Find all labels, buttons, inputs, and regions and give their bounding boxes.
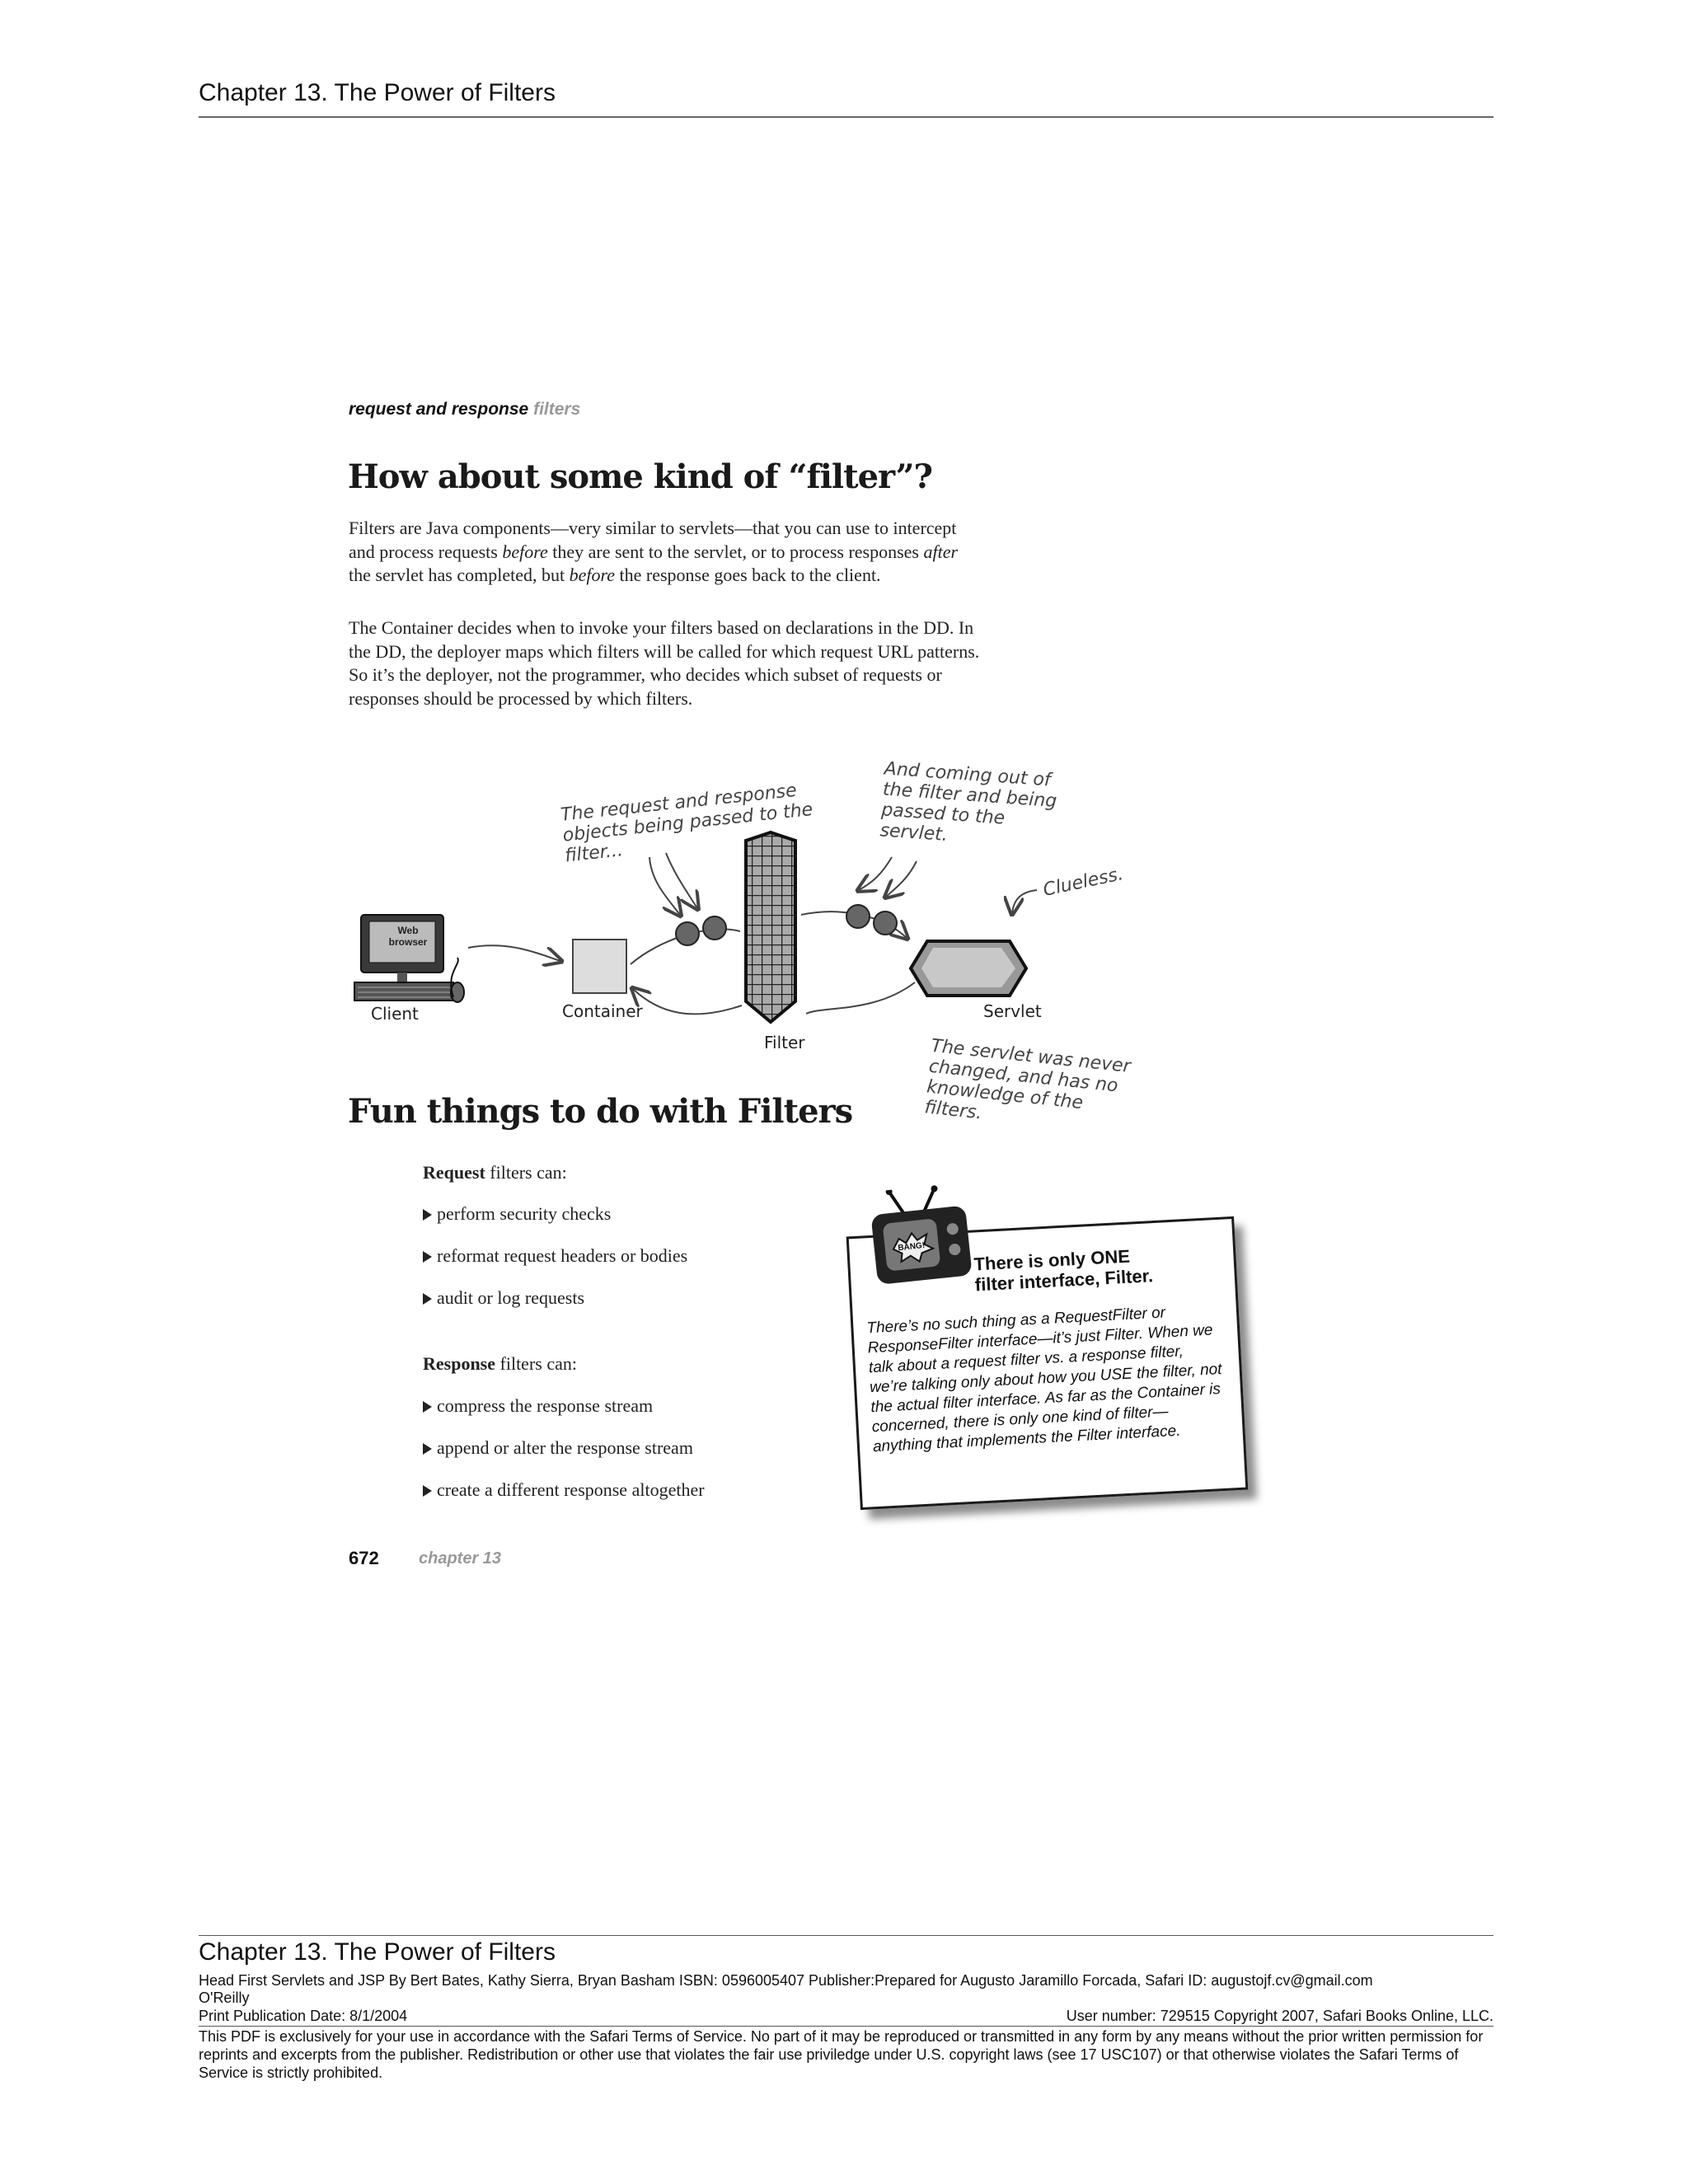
response-bold: Response bbox=[423, 1353, 496, 1374]
list-item-text: compress the response stream bbox=[437, 1395, 654, 1416]
filter-label: Filter bbox=[764, 1033, 805, 1052]
footer-copyright: User number: 729515 Copyright 2007, Safari Books Online, LLC. bbox=[1066, 2008, 1493, 2024]
page-number: 672 bbox=[349, 1548, 379, 1568]
list-item-text: perform security checks bbox=[437, 1203, 612, 1224]
bullet-arrow-icon bbox=[423, 1209, 432, 1221]
list-item bbox=[423, 1287, 584, 1309]
footer-publisher: O'Reilly bbox=[199, 1990, 250, 2006]
container-paragraph-text: The Container decides when to invoke your filters based on declarations in the DD. In the DD, the deployer maps which filters will be called for which request URL patterns. So it’s the deployer, not the programmer, who decides which subset of requests or responses should be processed by which filters. bbox=[349, 617, 980, 709]
request-title-rest: filters can: bbox=[485, 1162, 567, 1183]
filter-icon bbox=[746, 832, 795, 1022]
request-object-icon bbox=[676, 922, 699, 945]
footer-legal-notice: This PDF is exclusively for your use in accordance with the Safari Terms of Service. No part of it may be reproduced or transmitted in any form by any means without the prior written permission for reprints and excerpts from the publisher. Redistribution or other use that violates the fair use priviledge under U.S. copyright laws (see 17 USC107) or that otherwise violates the Safari Terms of Service is strictly prohibited. bbox=[199, 2028, 1484, 2081]
container-box bbox=[573, 940, 626, 993]
servlet-label: Servlet bbox=[983, 1001, 1042, 1021]
bullet-arrow-icon bbox=[423, 1485, 432, 1497]
request-object-icon bbox=[846, 905, 870, 928]
tv-bang-text: BANG! bbox=[897, 1240, 926, 1254]
text-run: Filters are Java components—very similar to servlets—that you can use to intercept and process requests bbox=[349, 518, 957, 562]
bang-note-body: There’s no such thing as a RequestFilter or ResponseFilter interface—it’s just Filter. When we talk about a request filter vs. a response filter, we’re talking only about how you USE the filter, not the actual filter interface. As far as the Container is concerned, there is only one kind of filter—anything that implements the Filter interface. bbox=[865, 1304, 1222, 1456]
container-paragraph bbox=[349, 616, 983, 710]
client-label: Client bbox=[371, 1004, 419, 1024]
section-heading-fun-things: Fun things to do with Filters bbox=[348, 1092, 853, 1131]
bullet-arrow-icon bbox=[423, 1251, 432, 1263]
list-item-text: append or alter the response stream bbox=[437, 1437, 693, 1458]
section-heading-filter: How about some kind of “filter”? bbox=[348, 457, 932, 496]
page-header-title: Chapter 13. The Power of Filters bbox=[199, 79, 556, 106]
text-run: the servlet has completed, but bbox=[349, 565, 570, 585]
callout-servlet-unchanged: The servlet was never changed, and has no knowledge of the filters. bbox=[923, 1035, 1132, 1124]
list-item-text: audit or log requests bbox=[437, 1287, 585, 1308]
footer-book-info: Head First Servlets and JSP By Bert Bates, Kathy Sierra, Bryan Basham ISBN: 0596005407 Publisher:Prepared for Augusto Jaramillo Forcada, Safari ID: augustojf.cv@gmail.com bbox=[199, 1972, 1373, 1989]
running-head-bold: request and response bbox=[349, 400, 529, 419]
request-filters-title bbox=[423, 1162, 567, 1183]
filter-diagram bbox=[346, 758, 1170, 1146]
response-object-icon bbox=[874, 912, 897, 935]
response-filters-title bbox=[423, 1353, 577, 1375]
text-run: the response goes back to the client. bbox=[614, 565, 881, 585]
intro-paragraph bbox=[349, 517, 983, 588]
list-item bbox=[423, 1245, 687, 1267]
list-item bbox=[423, 1437, 693, 1459]
footer-divider-2 bbox=[199, 2026, 1493, 2027]
list-item bbox=[423, 1203, 611, 1225]
bullet-arrow-icon bbox=[423, 1293, 432, 1305]
header-divider bbox=[199, 116, 1493, 118]
list-item-text: create a different response altogether bbox=[437, 1479, 705, 1500]
emphasis-before: before bbox=[569, 565, 615, 585]
bullet-arrow-icon bbox=[423, 1443, 432, 1455]
chapter-footer-label: chapter 13 bbox=[419, 1549, 502, 1568]
response-title-rest: filters can: bbox=[495, 1353, 577, 1374]
list-item-text: reformat request headers or bodies bbox=[437, 1245, 688, 1266]
tv-bang-icon bbox=[865, 1182, 982, 1300]
callout-request-passed: The request and response objects being passed to the filter... bbox=[559, 780, 814, 867]
response-object-icon bbox=[703, 916, 726, 940]
emphasis-before: before bbox=[502, 541, 548, 562]
footer-title: Chapter 13. The Power of Filters bbox=[199, 1938, 556, 1966]
emphasis-after: after bbox=[923, 541, 959, 562]
running-head-light: filters bbox=[533, 400, 581, 419]
text-run: they are sent to the servlet, or to process responses bbox=[547, 541, 924, 562]
callout-clueless: Clueless. bbox=[1041, 864, 1126, 901]
footer-divider bbox=[199, 1935, 1493, 1936]
callout-coming-out: And coming out of the filter and being passed to the servlet. bbox=[879, 758, 1058, 846]
browser-screen-label: Web browser bbox=[388, 925, 428, 948]
running-head bbox=[349, 400, 580, 419]
bang-note-title: There is only ONE filter interface, Filter. bbox=[973, 1245, 1154, 1296]
list-item bbox=[423, 1395, 653, 1417]
bullet-arrow-icon bbox=[423, 1401, 432, 1413]
footer-publication-date: Print Publication Date: 8/1/2004 bbox=[199, 2008, 408, 2024]
container-label: Container bbox=[562, 1001, 643, 1021]
request-bold: Request bbox=[423, 1162, 485, 1183]
list-item bbox=[423, 1479, 705, 1501]
